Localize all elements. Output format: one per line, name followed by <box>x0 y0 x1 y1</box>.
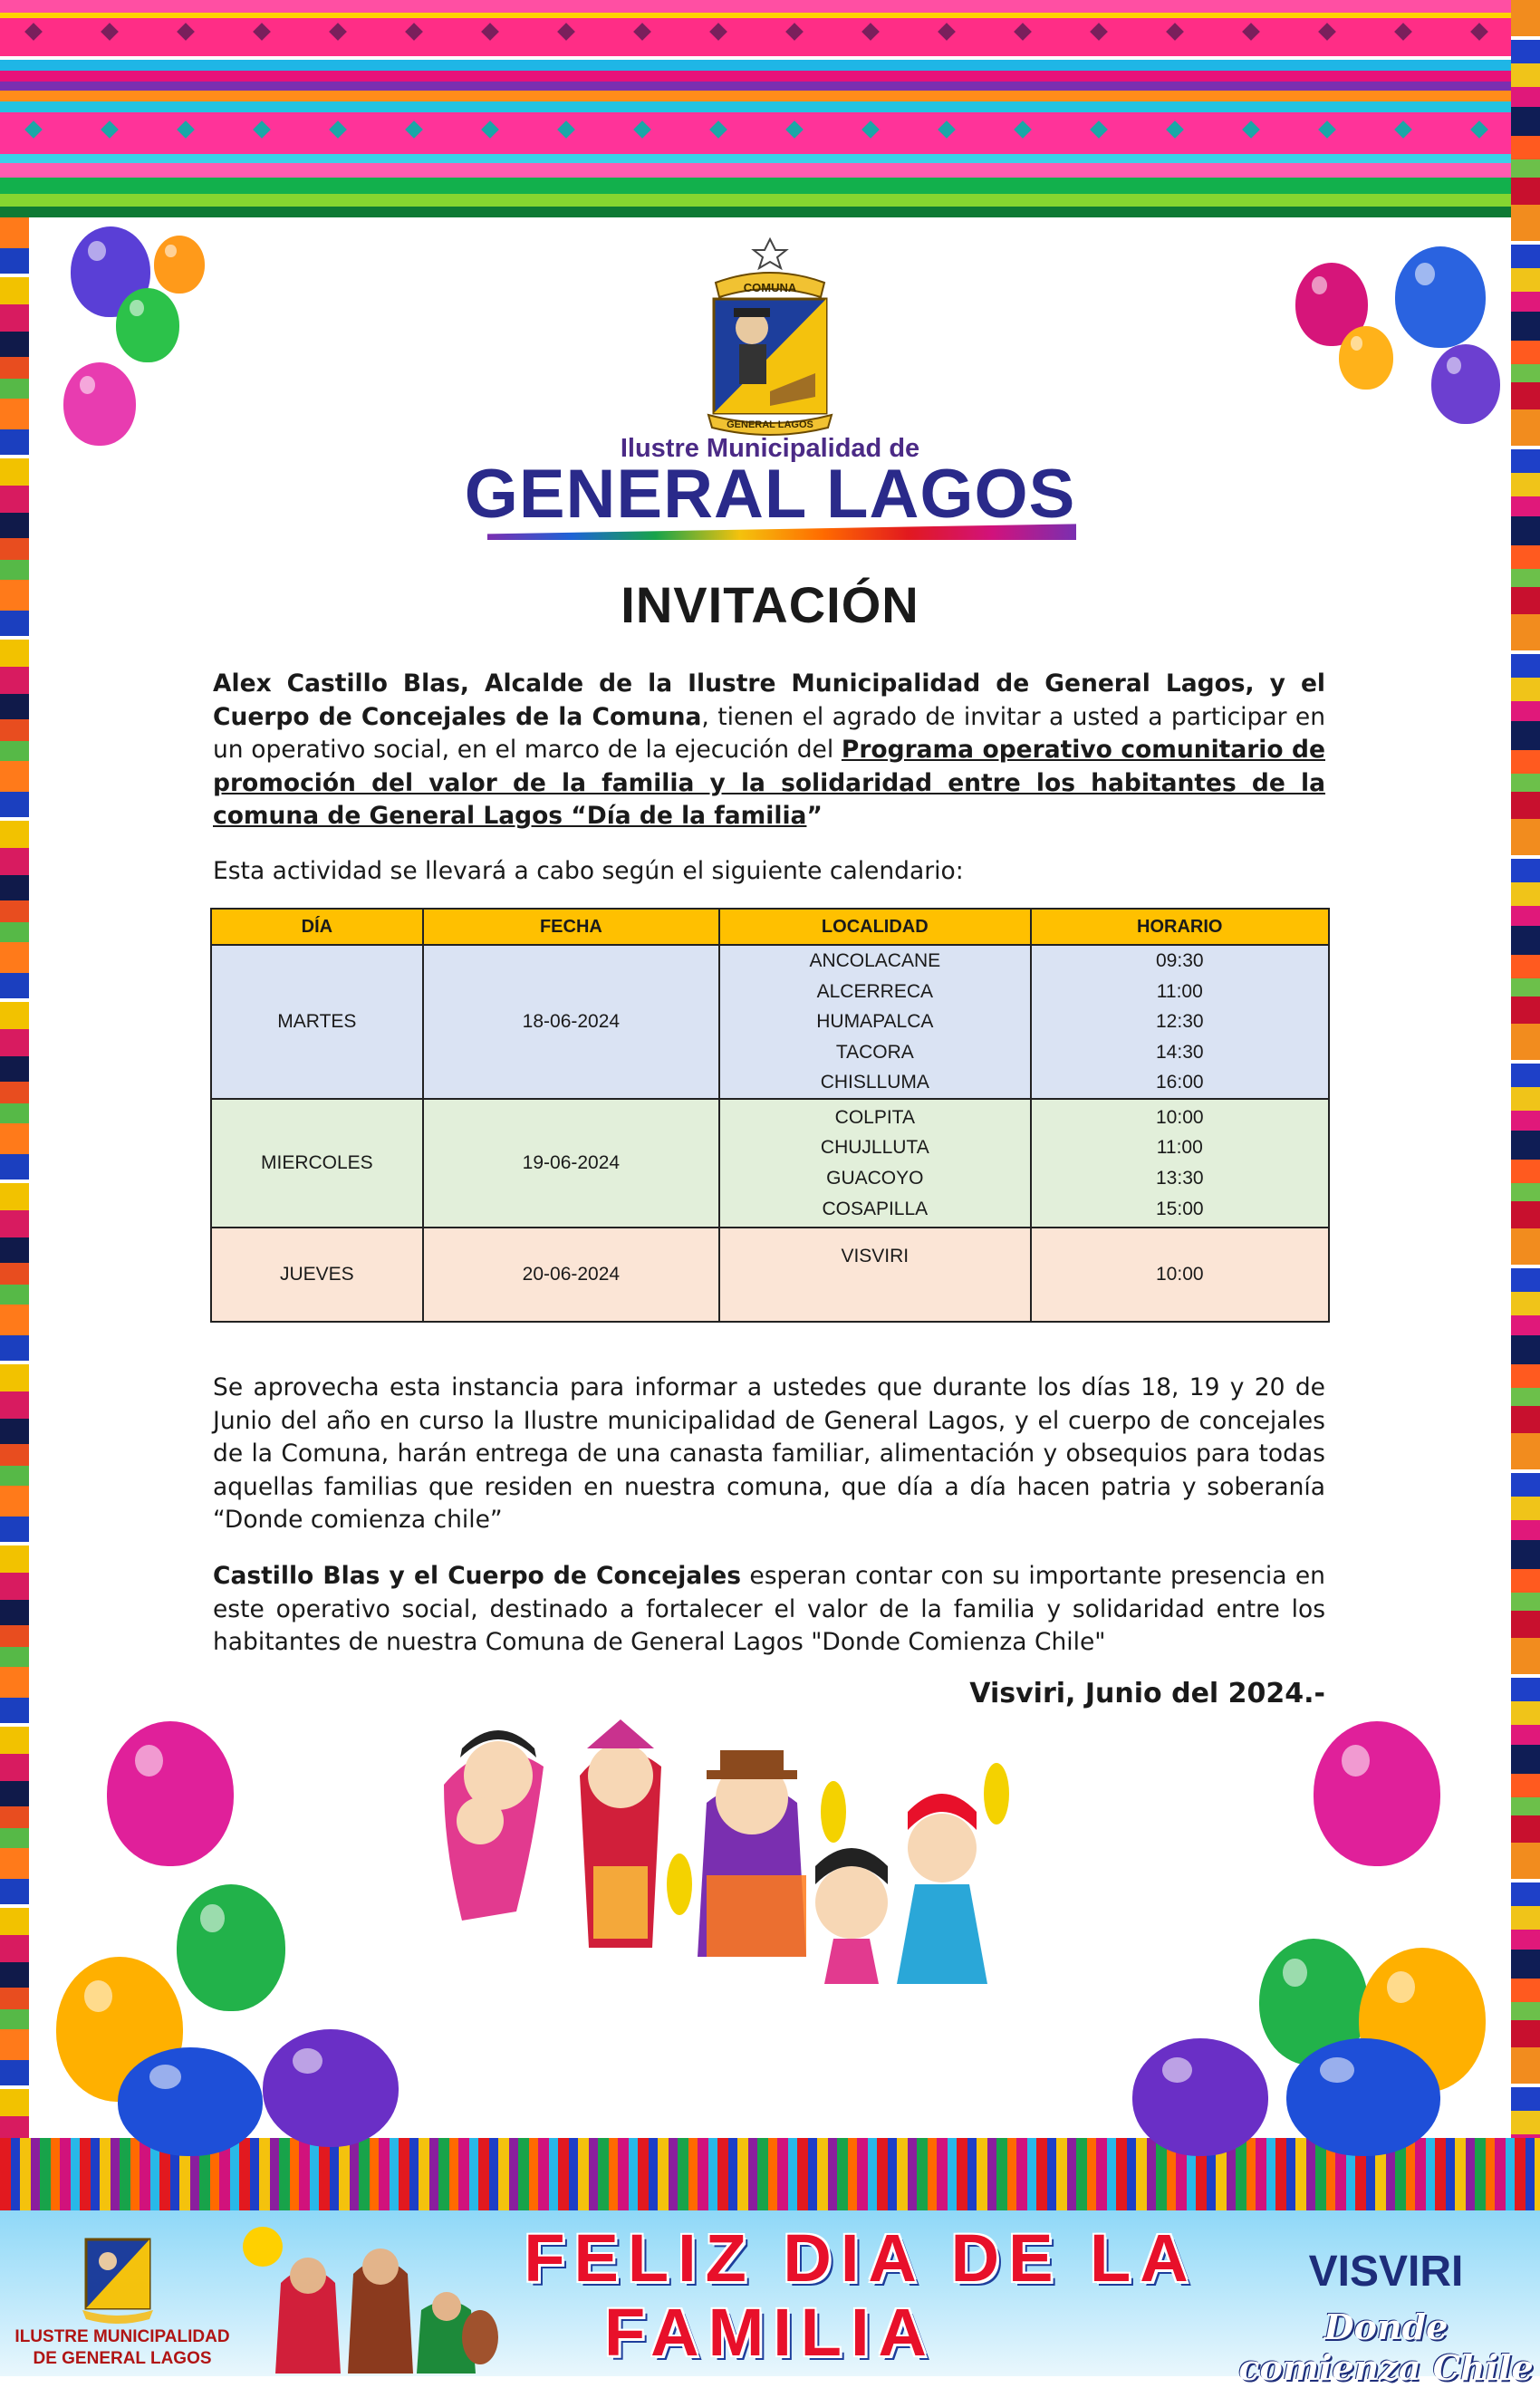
footer-crest-icon <box>77 2227 159 2326</box>
info-paragraph: Se aprovecha esta instancia para informar a ustedes que durante los días 18, 19 y 20 de Junio del año en curso la Ilustre municipalidad de General Lagos, y el cuerpo de concejales de la Comuna, harán entrega de una canasta familiar, alimentación y obsequios para todas aquellas familias que residen en nuestra comuna, que día a día hacen patria y soberanía “Donde comienza chile” <box>213 1373 1325 1534</box>
crest-top-text: COMUNA <box>743 281 797 294</box>
footer-family-illustration-icon <box>226 2219 498 2374</box>
date-cell: 18-06-2024 <box>423 945 719 1099</box>
time-item: 11:00 <box>1156 1137 1203 1159</box>
time-item: 13:30 <box>1156 1167 1204 1189</box>
header-date: FECHA <box>423 909 719 945</box>
date-cell: 20-06-2024 <box>423 1228 719 1322</box>
time-item: 10:00 <box>1156 1106 1204 1128</box>
table-row <box>211 1228 1329 1322</box>
time-cell <box>1031 1099 1329 1228</box>
footer-muni-line1: ILUSTRE MUNICIPALIDAD <box>14 2327 230 2346</box>
locality-item: COLPITA <box>834 1106 915 1128</box>
schedule-table <box>210 908 1330 1323</box>
municipality-name: GENERAL LAGOS <box>464 456 1076 533</box>
intro-closing-quote: ” <box>806 802 823 830</box>
locality-item: COSAPILLA <box>822 1198 929 1219</box>
day-cell: MARTES <box>211 945 423 1099</box>
closing-paragraph <box>213 1560 1325 1660</box>
closing-rest: esperan contar con su importante presencia en este operativo social, destinado a fortalecer el valor de la familia y solidaridad entre los habitantes de nuestra Comuna de General Lagos "Donde Comienza Chile" <box>213 1562 1325 1656</box>
locality-item: CHISLLUMA <box>820 1072 929 1093</box>
top-textile-border <box>0 0 1511 217</box>
footer-municipality <box>9 2326 236 2370</box>
locality-cell <box>719 1228 1031 1322</box>
table-row <box>211 1099 1329 1228</box>
banner-line-1: FELIZ DIA DE LA <box>524 2220 1198 2296</box>
date-cell: 19-06-2024 <box>423 1099 719 1228</box>
locality-item: ANCOLACANE <box>809 950 941 971</box>
intro-paragraph <box>213 668 1325 833</box>
header-time: HORARIO <box>1031 909 1329 945</box>
closing-bold-lead: Castillo Blas y el Cuerpo de Concejales <box>213 1562 742 1590</box>
locality-cell <box>719 945 1031 1099</box>
right-textile-border <box>1511 0 1540 2376</box>
day-cell: MIERCOLES <box>211 1099 423 1228</box>
andean-family-illustration-icon <box>408 1712 1114 1993</box>
time-item: 11:00 <box>1156 980 1203 1002</box>
locality-item: VISVIRI <box>841 1245 910 1266</box>
page-title: INVITACIÓN <box>621 576 919 633</box>
locality-item: TACORA <box>835 1041 914 1063</box>
footer-place: VISVIRI <box>1308 2248 1464 2296</box>
crest-bottom-text: GENERAL LAGOS <box>727 419 813 430</box>
time-item: 12:30 <box>1156 1011 1204 1033</box>
bottom-flower-motif-row <box>27 123 1486 141</box>
municipal-coat-of-arms-icon <box>688 237 852 438</box>
time-cell <box>1031 1228 1329 1322</box>
signature-line: Visviri, Junio del 2024.- <box>969 1678 1325 1709</box>
bottom-textile-border <box>0 2138 1540 2210</box>
table-header-row <box>211 909 1329 945</box>
header-locality: LOCALIDAD <box>719 909 1031 945</box>
locality-item: GUACOYO <box>826 1167 924 1189</box>
header-day: DÍA <box>211 909 423 945</box>
footer-muni-line2: DE GENERAL LAGOS <box>33 2349 212 2368</box>
time-item: 15:00 <box>1156 1198 1204 1219</box>
footer-banner <box>0 2210 1540 2388</box>
time-item: 16:00 <box>1156 1072 1204 1093</box>
calendar-intro: Esta actividad se llevará a cabo según el siguiente calendario: <box>213 857 964 885</box>
program-name: Programa operativo comunitario de promoción del valor de la familia y la solidaridad entre los habitantes de la comuna de General Lagos “Día de la familia <box>213 736 1325 830</box>
intro-bold-lead: Alex Castillo Blas, Alcalde de la Ilustre Municipalidad de General Lagos, y el Cuerpo de Concejales de la Comuna <box>213 669 1325 731</box>
locality-item: CHUJLLUTA <box>820 1137 929 1159</box>
time-item: 14:30 <box>1156 1041 1204 1063</box>
table-row <box>211 945 1329 1099</box>
locality-cell <box>719 1099 1031 1228</box>
intro-middle: , tienen el agrado de invitar a usted a participar en un operativo social, en el marco de la ejecución del <box>213 702 1325 764</box>
day-cell: JUEVES <box>211 1228 423 1322</box>
banner-line-2: FAMILIA <box>604 2295 936 2370</box>
time-item: 09:30 <box>1156 950 1204 971</box>
footer-slogan: Donde comienza Chile <box>1238 2306 1534 2388</box>
time-cell <box>1031 945 1329 1099</box>
locality-item: HUMAPALCA <box>816 1011 934 1033</box>
time-item: 10:00 <box>1156 1264 1204 1285</box>
top-flower-motif-row <box>27 25 1486 43</box>
locality-item: ALCERRECA <box>816 980 933 1002</box>
municipality-subtitle: Ilustre Municipalidad de <box>620 434 920 463</box>
